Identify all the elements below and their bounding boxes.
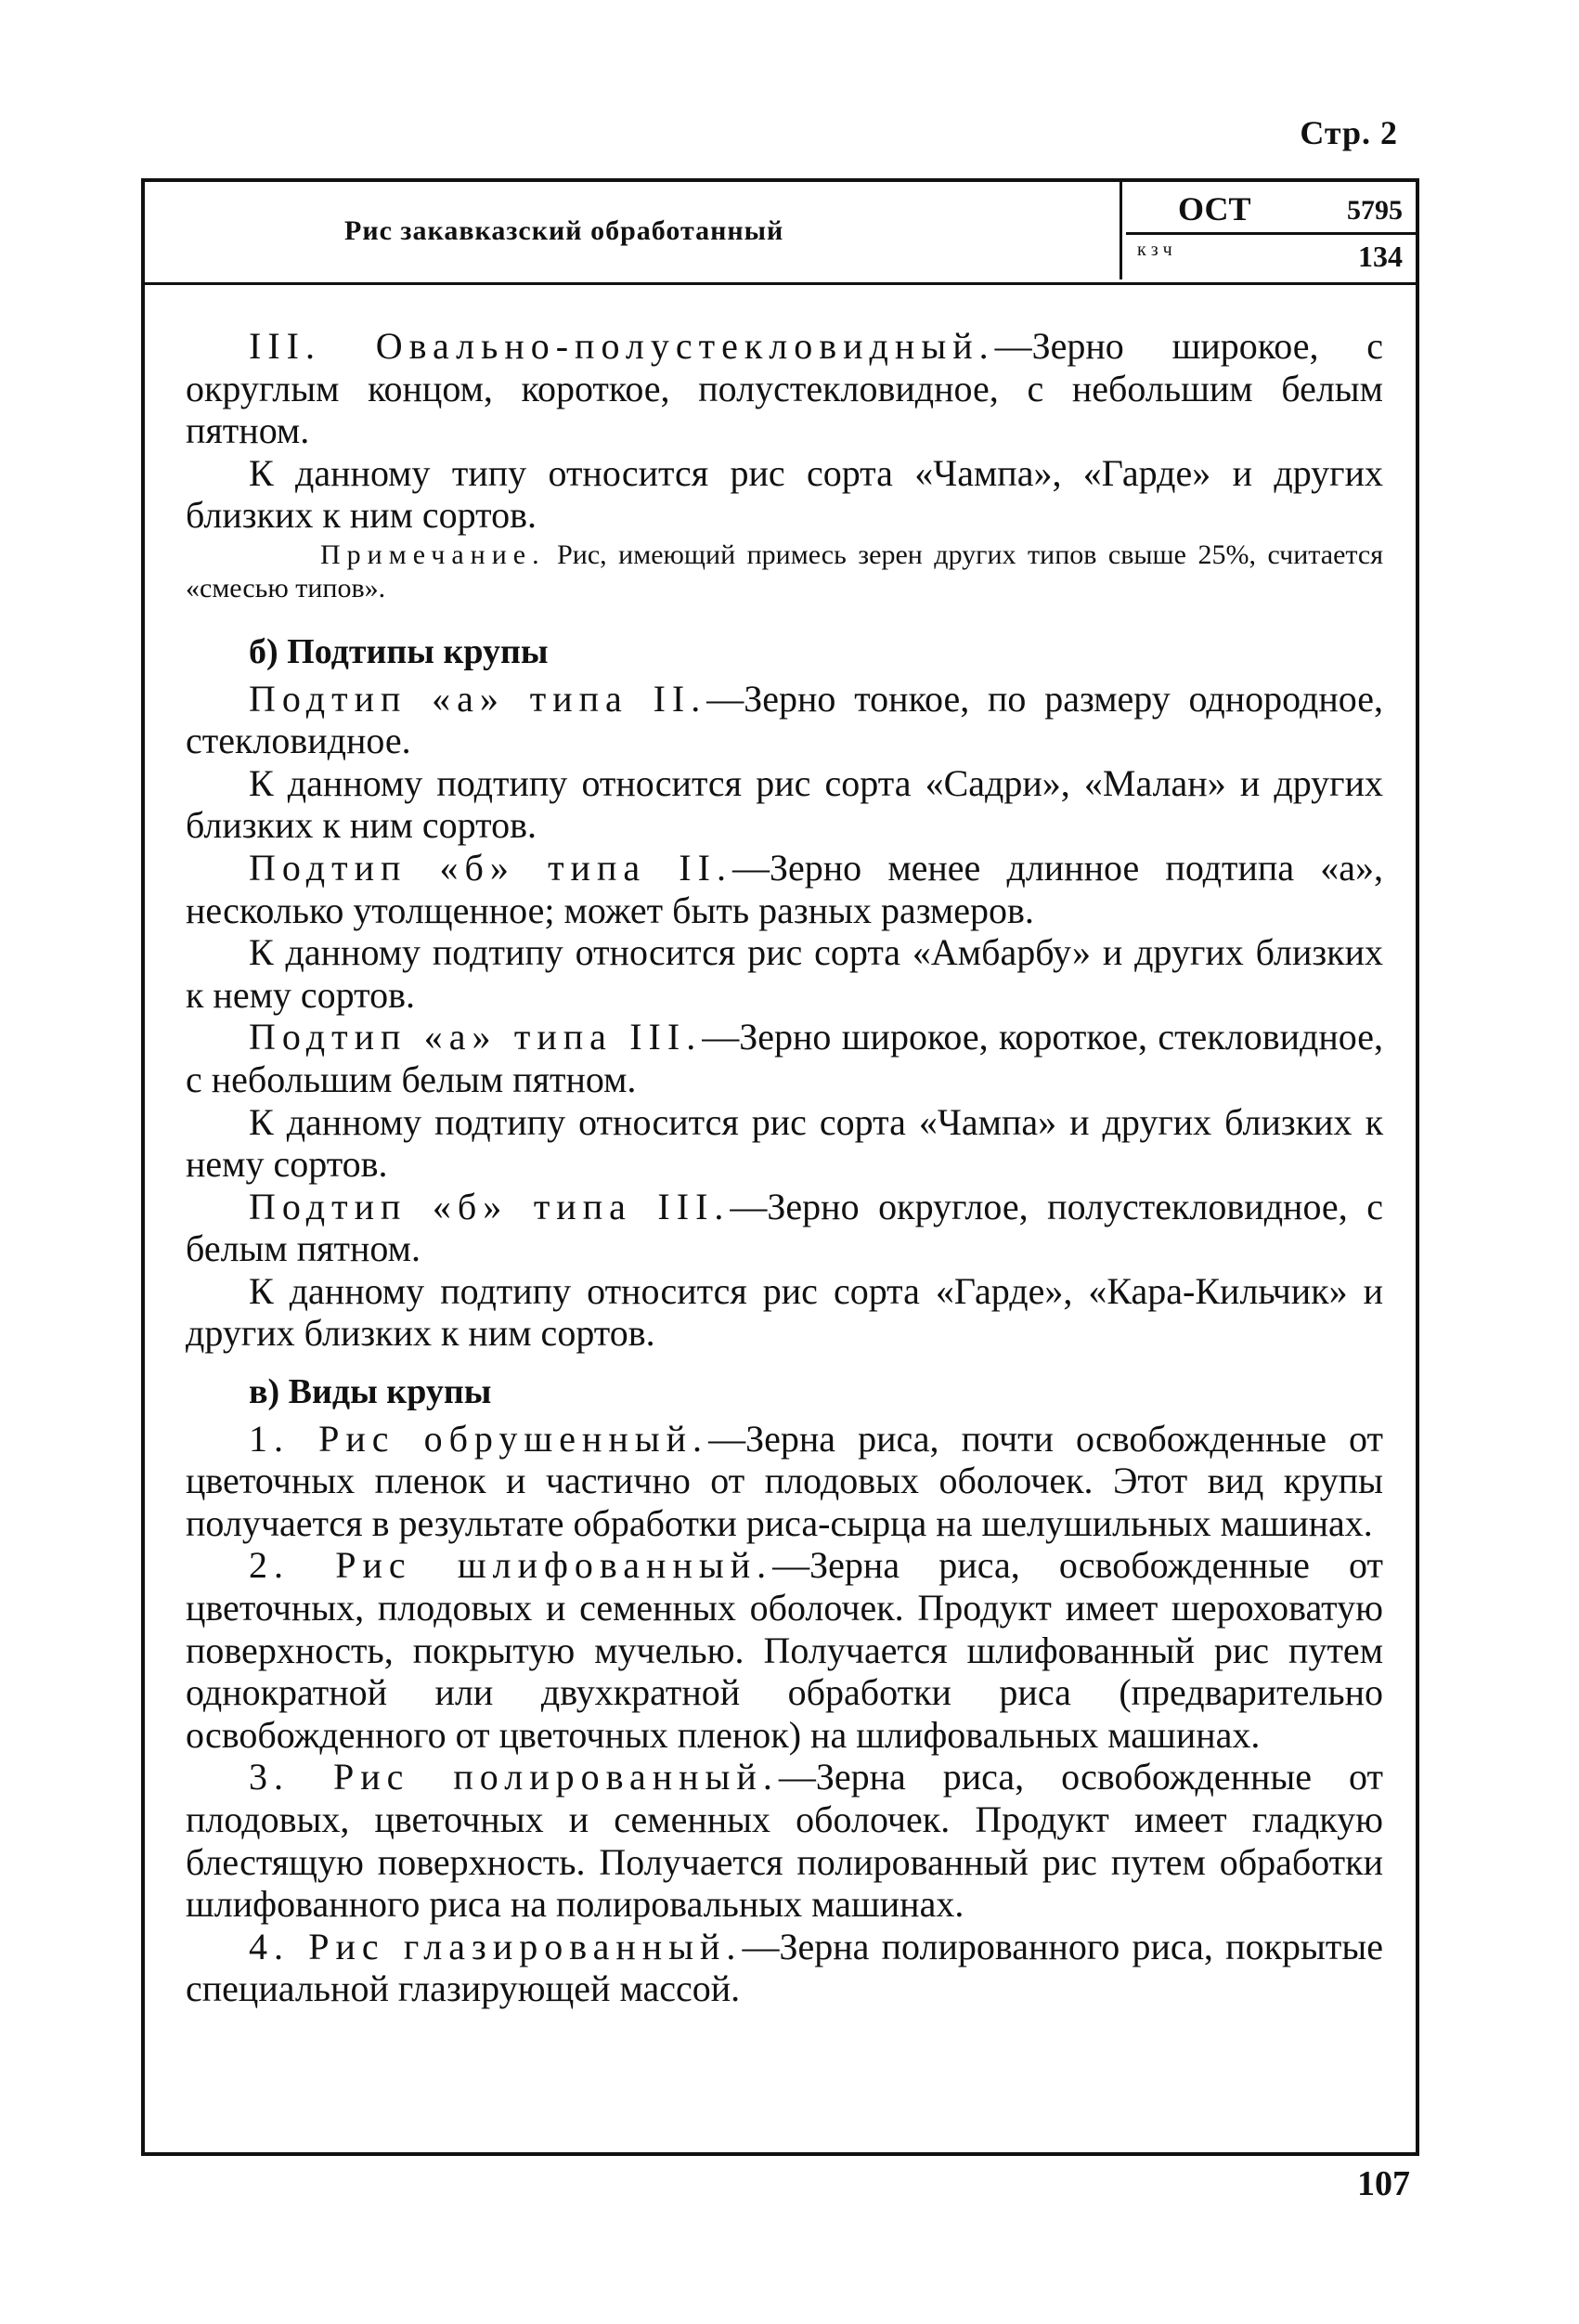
ost-label: ОСТ xyxy=(1178,190,1251,227)
page-number: Стр. 2 xyxy=(1300,114,1398,151)
paragraph: К данному подтипу относится рис сорта «Амбарбу» и других близких к нему сортов. xyxy=(186,931,1383,1016)
document-title: Рис закавказский обработанный xyxy=(344,215,784,246)
ost-number: 5795 xyxy=(1347,195,1403,226)
paragraph-subtype: Подтип «а» типа III.—Зерно широкое, короткое, стекловидное, с небольшим белым пятном. xyxy=(186,1016,1383,1100)
paragraph: К данному типу относится рис сорта «Чампа», «Гарде» и других близких к ним сортов. xyxy=(186,451,1383,537)
paragraph-subtype: Подтип «б» типа II.—Зерно менее длинное подтипа «а», несколько утолщенное; может быть разных размеров. xyxy=(186,846,1384,931)
note: Примечание. Рис, имеющий примесь зерен других типов свыше 25%, считается «смесью типов». xyxy=(186,539,1383,604)
document-body xyxy=(186,325,1383,2010)
paragraph: К данному подтипу относится рис сорта «Садри», «Малан» и других близких к ним сортов. xyxy=(186,761,1383,847)
paragraph-subtype: Подтип «б» типа III.—Зерно округлое, полустекловидное, с белым пятном. xyxy=(186,1185,1383,1270)
paragraph-kind: 4. Рис глазированный.—Зерна полированного риса, покрытые специальной глазирующей массой. xyxy=(186,1925,1383,2010)
paragraph: К данному подтипу относится рис сорта «Гарде», «Кара-Кильчик» и других близких к ним сортов. xyxy=(186,1269,1383,1355)
paragraph-kind: 3. Рис полированный.—Зерна риса, освобожденные от плодовых, цветочных и семенных оболочек. Продукт имеет гладкую блестящую поверхность. Получается полированный рис путем обработки шлифованного риса на полировальных машинах. xyxy=(186,1756,1383,1926)
footer-page-number: 107 xyxy=(1357,2164,1410,2203)
paragraph: К данному подтипу относится рис сорта «Чампа» и других близких к нему сортов. xyxy=(186,1100,1383,1186)
standard-header xyxy=(145,182,1416,285)
paragraph-kind: 1. Рис обрушенный.—Зерна риса, почти освобожденные от цветочных пленок и частично от плодовых оболочек. Этот вид крупы получается в результате обработки риса-сырца на шелушильных машинах. xyxy=(186,1417,1383,1544)
section-heading-kinds: в) Виды крупы xyxy=(249,1372,492,1412)
code-divider xyxy=(1126,232,1416,235)
paragraph-kind: 2. Рис шлифованный.—Зерна риса, освобожденные от цветочных, плодовых и семенных оболочек. Продукт имеет шероховатую поверхность, покрытую мучелью. Получается шлифованный рис путем однократной или двухкратной обработки риса (предварительно освобожденного от цветочных пленок) на шлифовальных машинах. xyxy=(186,1544,1383,1756)
code-scribble: к з ч xyxy=(1137,240,1172,260)
code-number: 134 xyxy=(1358,240,1403,273)
standard-code-box xyxy=(1120,182,1416,279)
section-heading-subtypes: б) Подтипы крупы xyxy=(249,631,549,671)
paragraph-type-3: III. Овально-полустекловидный.—Зерно широкое, с округлым концом, короткое, полустекловидное, с небольшим белым пятном. xyxy=(186,325,1383,452)
paragraph-subtype: Подтип «а» типа II.—Зерно тонкое, по размеру однородное, стекловидное. xyxy=(186,677,1383,762)
